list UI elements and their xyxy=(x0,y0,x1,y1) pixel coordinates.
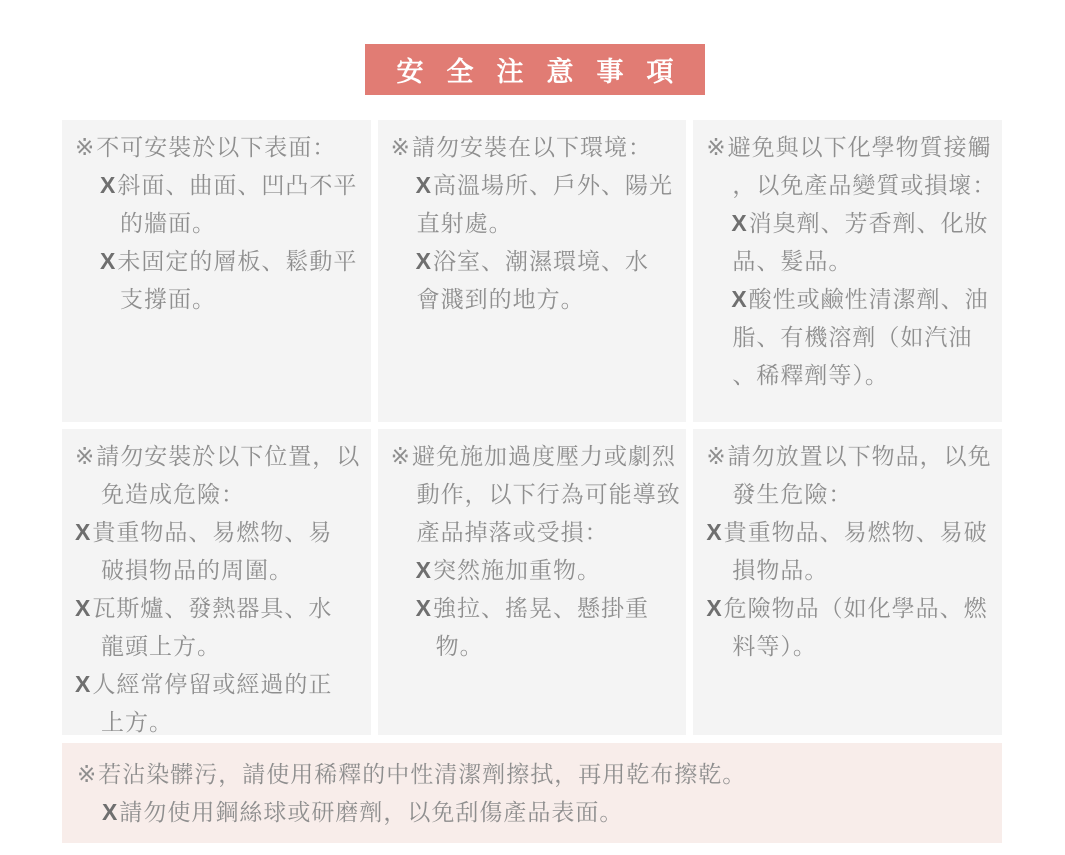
x-marker: X xyxy=(75,595,92,621)
note-marker: ※ xyxy=(75,134,96,160)
text-line xyxy=(391,627,679,665)
text-line xyxy=(391,166,679,204)
x-marker: X xyxy=(102,799,119,825)
note-marker: ※ xyxy=(390,443,411,469)
text-line xyxy=(706,356,994,394)
line-text: ，以免產品變質或損壞： xyxy=(732,172,997,198)
text-line xyxy=(706,280,994,318)
line-text: 物。 xyxy=(435,633,484,659)
text-line xyxy=(391,551,679,589)
warning-grid xyxy=(62,120,1002,735)
text-line xyxy=(75,589,363,627)
line-text: 龍頭上方。 xyxy=(101,633,221,659)
warning-box-items xyxy=(693,429,1002,735)
text-line xyxy=(75,665,363,703)
x-marker: X xyxy=(706,595,723,621)
text-line xyxy=(77,755,992,793)
text-line xyxy=(75,242,363,280)
text-line xyxy=(75,551,363,589)
text-line xyxy=(391,589,679,627)
warning-box-locations xyxy=(62,429,371,735)
x-marker: X xyxy=(731,210,748,236)
line-text: 請勿安裝於以下位置，以 xyxy=(96,443,361,469)
text-line xyxy=(75,703,363,735)
text-line xyxy=(706,475,994,513)
text-line xyxy=(391,513,679,551)
line-text: 貴重物品、易燃物、易 xyxy=(92,519,333,545)
text-line xyxy=(706,318,994,356)
text-line xyxy=(391,242,679,280)
text-line xyxy=(391,128,679,166)
line-text: 請勿放置以下物品，以免 xyxy=(727,443,992,469)
warning-box-chemicals xyxy=(693,120,1002,422)
text-line xyxy=(706,242,994,280)
line-text: 發生危險： xyxy=(732,481,853,507)
text-line xyxy=(75,166,363,204)
text-line xyxy=(706,627,994,665)
text-line xyxy=(391,475,679,513)
line-text: 酸性或鹼性清潔劑、油 xyxy=(748,286,989,312)
text-line xyxy=(75,627,363,665)
line-text: 脂、有機溶劑（如汽油 xyxy=(732,324,973,350)
line-text: 破損物品的周圍。 xyxy=(101,557,293,583)
note-marker: ※ xyxy=(75,443,96,469)
warning-box-surfaces xyxy=(62,120,371,422)
line-text: 貴重物品、易燃物、易破 xyxy=(723,519,988,545)
line-text: 突然施加重物。 xyxy=(433,557,601,583)
x-marker: X xyxy=(100,248,117,274)
x-marker: X xyxy=(706,519,723,545)
line-text: 消臭劑、芳香劑、化妝 xyxy=(748,210,989,236)
line-text: 避免與以下化學物質接觸 xyxy=(727,134,992,160)
cleaning-note xyxy=(62,743,1002,843)
text-line xyxy=(706,204,994,242)
text-line xyxy=(391,437,679,475)
note-marker: ※ xyxy=(706,443,727,469)
text-line xyxy=(706,551,994,589)
line-text: 不可安裝於以下表面： xyxy=(96,134,337,160)
line-text: 品、髮品。 xyxy=(732,248,853,274)
x-marker: X xyxy=(75,671,92,697)
x-marker: X xyxy=(731,286,748,312)
line-text: 會濺到的地方。 xyxy=(416,286,585,312)
x-marker: X xyxy=(415,172,432,198)
text-line xyxy=(706,437,994,475)
warning-box-environment xyxy=(378,120,687,422)
line-text: 支撐面。 xyxy=(120,286,216,312)
text-line xyxy=(706,166,997,204)
line-text: 的牆面。 xyxy=(120,210,216,236)
warning-box-force xyxy=(378,429,687,735)
note-marker: ※ xyxy=(706,134,727,160)
line-text: 請勿安裝在以下環境： xyxy=(411,134,652,160)
line-text: 上方。 xyxy=(101,709,173,735)
text-line xyxy=(75,204,363,242)
line-text: 動作，以下行為可能導致 xyxy=(416,481,681,507)
line-text: 料等）。 xyxy=(732,633,817,659)
page-title: 安全注意事項 xyxy=(396,57,697,87)
note-marker: ※ xyxy=(77,761,98,787)
line-text: 危險物品（如化學品、燃 xyxy=(723,595,988,621)
line-text: 強拉、搖晃、懸掛重 xyxy=(433,595,649,621)
line-text: 請勿使用鋼絲球或研磨劑，以免刮傷產品表面。 xyxy=(119,799,624,825)
text-line xyxy=(706,128,994,166)
text-line xyxy=(75,280,363,318)
line-text: 浴室、潮濕環境、水 xyxy=(433,248,649,274)
text-line xyxy=(75,437,363,475)
text-line xyxy=(391,280,679,318)
line-text: 若沾染髒污，請使用稀釋的中性清潔劑擦拭，再用乾布擦乾。 xyxy=(98,761,747,787)
x-marker: X xyxy=(415,595,432,621)
text-line xyxy=(706,513,994,551)
text-line xyxy=(391,204,679,242)
title-banner xyxy=(365,44,705,95)
text-line xyxy=(75,513,363,551)
line-text: 人經常停留或經過的正 xyxy=(92,671,333,697)
x-marker: X xyxy=(100,172,117,198)
line-text: 避免施加過度壓力或劇烈 xyxy=(411,443,676,469)
note-marker: ※ xyxy=(390,134,411,160)
line-text: 產品掉落或受損： xyxy=(416,519,609,545)
text-line xyxy=(77,793,992,831)
x-marker: X xyxy=(75,519,92,545)
x-marker: X xyxy=(415,557,432,583)
text-line xyxy=(75,475,363,513)
text-line xyxy=(75,128,363,166)
line-text: 損物品。 xyxy=(732,557,829,583)
line-text: 瓦斯爐、發熱器具、水 xyxy=(92,595,333,621)
line-text: 斜面、曲面、凹凸不平 xyxy=(117,172,358,198)
line-text: 免造成危險： xyxy=(101,481,245,507)
line-text: 高溫場所、戶外、陽光 xyxy=(433,172,673,198)
text-line xyxy=(706,589,994,627)
line-text: 直射處。 xyxy=(416,210,513,236)
line-text: 未固定的層板、鬆動平 xyxy=(117,248,358,274)
x-marker: X xyxy=(415,248,432,274)
line-text: 、稀釋劑等）。 xyxy=(732,362,889,388)
